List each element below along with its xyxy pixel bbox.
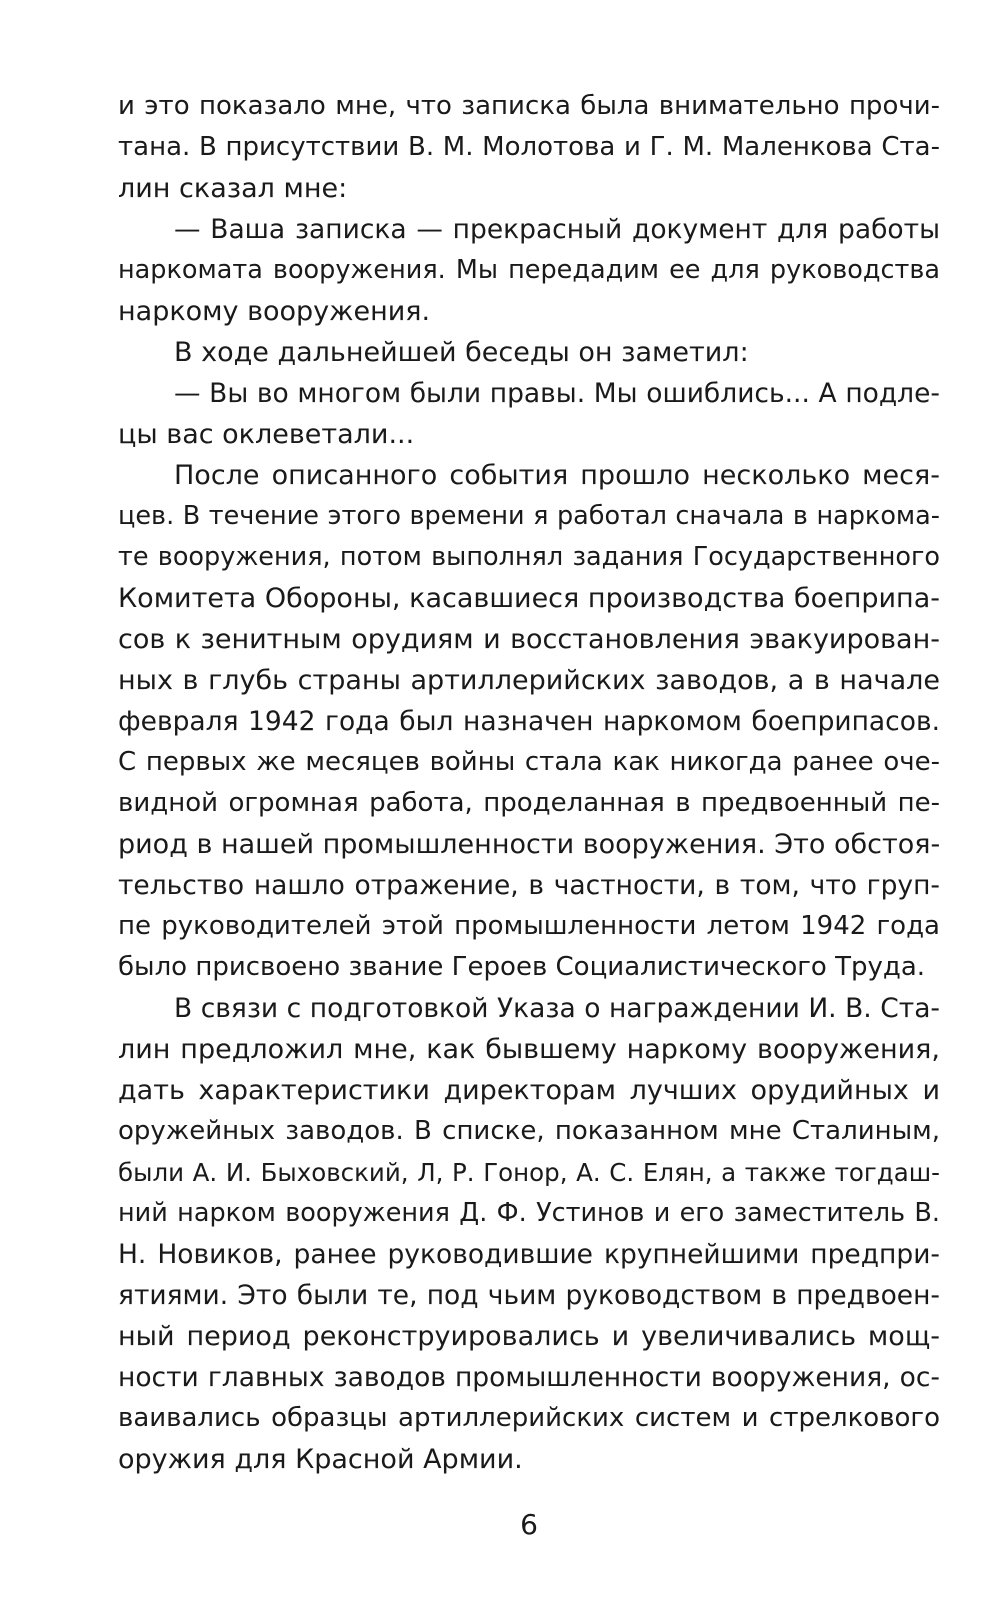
text-line: ности главных заводов промышленности вооружения, ос-	[118, 1362, 940, 1393]
text-line: оружия для Красной Армии.	[118, 1444, 523, 1475]
text-line: цы вас оклеветали...	[118, 419, 415, 450]
text-line: Комитета Обороны, касавшиеся производства боеприпа-	[118, 583, 940, 614]
text-line: После описанного события прошло несколько меся-	[174, 460, 940, 491]
text-line: ваивались образцы артиллерийских систем и стрелкового	[118, 1403, 940, 1433]
text-line: оружейных заводов. В списке, показанном мне Сталиным,	[118, 1116, 940, 1146]
text-line: пе руководителей этой промышленности летом 1942 года	[118, 911, 940, 941]
text-line: февраля 1942 года был назначен наркомом боеприпасов.	[118, 706, 940, 737]
text-line: — Вы во многом были правы. Мы ошиблись... А подле-	[174, 378, 940, 409]
page-number: 6	[520, 1508, 538, 1541]
text-line: ятиями. Это были те, под чьим руководством в предвоен-	[118, 1280, 940, 1311]
text-line: Н. Новиков, ранее руководившие крупнейшими предпри-	[118, 1239, 940, 1270]
text-line: тана. В присутствии В. М. Молотова и Г. М. Маленкова Ста-	[118, 132, 940, 162]
text-line: ных в глубь страны артиллерийских заводов, а в начале	[118, 665, 940, 696]
text-line: были А. И. Быховский, Л, Р. Гонор, А. С. Елян, а также тогдаш-	[118, 1158, 940, 1187]
text-line: сов к зенитным орудиям и восстановления эвакуирован-	[118, 624, 940, 655]
text-line: было присвоено звание Героев Социалистического Труда.	[118, 952, 926, 982]
text-line: — Ваша записка — прекрасный документ для работы	[174, 214, 940, 245]
text-line: лин предложил мне, как бывшему наркому вооружения,	[118, 1034, 940, 1065]
text-line: В связи с подготовкой Указа о награждении И. В. Ста-	[174, 993, 940, 1024]
text-line: цев. В течение этого времени я работал сначала в наркома-	[118, 501, 940, 531]
text-line: ний нарком вооружения Д. Ф. Устинов и его заместитель В.	[118, 1198, 940, 1228]
text-line: наркому вооружения.	[118, 296, 431, 327]
text-line: тельство нашло отражение, в частности, в том, что груп-	[118, 870, 940, 901]
text-line: видной огромная работа, проделанная в предвоенный пе-	[118, 788, 940, 818]
text-line: В ходе дальнейшей беседы он заметил:	[174, 337, 749, 368]
text-line: ный период реконструировались и увеличивались мощ-	[118, 1321, 940, 1352]
text-line: наркомата вооружения. Мы передадим ее для руководства	[118, 255, 940, 285]
body-text	[118, 86, 940, 1480]
text-line: дать характеристики директорам лучших орудийных и	[118, 1075, 940, 1106]
text-line: те вооружения, потом выполнял задания Государственного	[118, 542, 940, 572]
text-line: риод в нашей промышленности вооружения. Это обстоя-	[118, 829, 941, 860]
text-line: лин сказал мне:	[118, 173, 348, 204]
text-line: С первых же месяцев войны стала как никогда ранее оче-	[118, 747, 940, 777]
text-line: и это показало мне, что записка была внимательно прочи-	[118, 91, 940, 121]
